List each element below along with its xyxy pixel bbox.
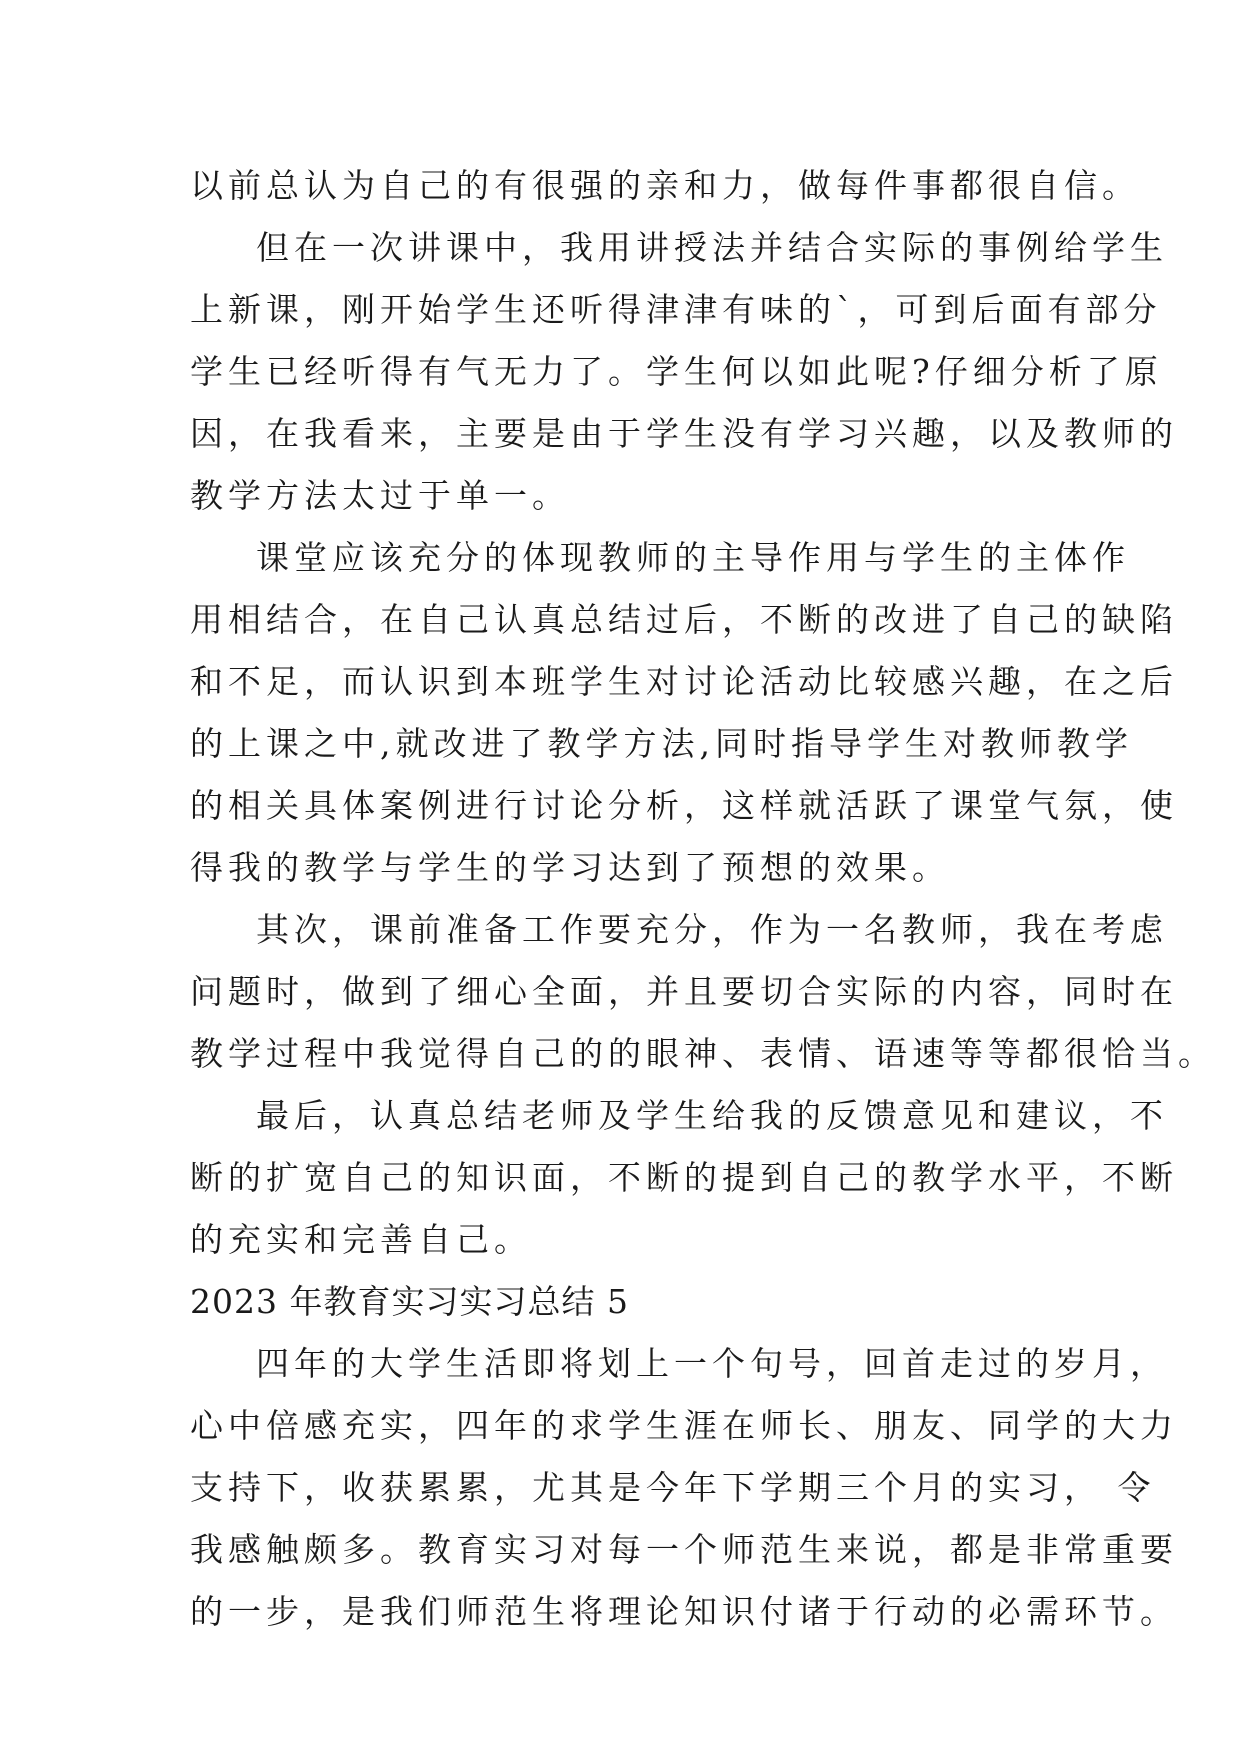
paragraph-first-line: 四年的大学生活即将划上一个句号，回首走过的岁月，: [256, 1344, 1168, 1383]
text-line: 以前总认为自己的有很强的亲和力，做每件事都很自信。: [190, 166, 1140, 205]
text-line: 用相结合，在自己认真总结过后，不断的改进了自己的缺陷: [190, 600, 1178, 639]
text-line: 支持下，收获累累，尤其是今年下学期三个月的实习， 令: [190, 1468, 1156, 1507]
paragraph-first-line: 最后，认真总结老师及学生给我的反馈意见和建议，不: [256, 1096, 1168, 1135]
section-heading: 2023 年教育实习实习总结 5: [190, 1282, 629, 1321]
text-line: 教学方法太过于单一。: [190, 476, 570, 515]
document-body: [190, 155, 1216, 1643]
text-line: 得我的教学与学生的学习达到了预想的效果。: [190, 848, 950, 887]
paragraph-first-line: 课堂应该充分的体现教师的主导作用与学生的主体作: [256, 538, 1130, 577]
text-line: 心中倍感充实，四年的求学生涯在师长、朋友、同学的大力: [190, 1406, 1178, 1445]
paragraph-first-line: 但在一次讲课中，我用讲授法并结合实际的事例给学生: [256, 228, 1168, 267]
text-line: 的一步，是我们师范生将理论知识付诸于行动的必需环节。: [190, 1592, 1178, 1631]
text-line: 断的扩宽自己的知识面，不断的提到自己的教学水平，不断: [190, 1158, 1178, 1197]
text-line: 的上课之中,就改进了教学方法,同时指导学生对教师教学: [190, 724, 1133, 763]
text-line: 的相关具体案例进行讨论分析，这样就活跃了课堂气氛，使: [190, 786, 1178, 825]
paragraph-first-line: 其次，课前准备工作要充分，作为一名教师，我在考虑: [256, 910, 1168, 949]
text-line: 的充实和完善自己。: [190, 1220, 532, 1259]
text-line: 问题时，做到了细心全面，并且要切合实际的内容，同时在: [190, 972, 1178, 1011]
text-line: 我感触颇多。教育实习对每一个师范生来说，都是非常重要: [190, 1530, 1178, 1569]
text-line: 教学过程中我觉得自己的的眼神、表情、语速等等都很恰当。: [190, 1034, 1216, 1073]
text-line: 因，在我看来，主要是由于学生没有学习兴趣，以及教师的: [190, 414, 1178, 453]
text-line: 上新课，刚开始学生还听得津津有味的`，可到后面有部分: [190, 290, 1162, 329]
text-line: 和不足，而认识到本班学生对讨论活动比较感兴趣，在之后: [190, 662, 1178, 701]
text-line: 学生已经听得有气无力了。学生何以如此呢?仔细分析了原: [190, 352, 1163, 391]
